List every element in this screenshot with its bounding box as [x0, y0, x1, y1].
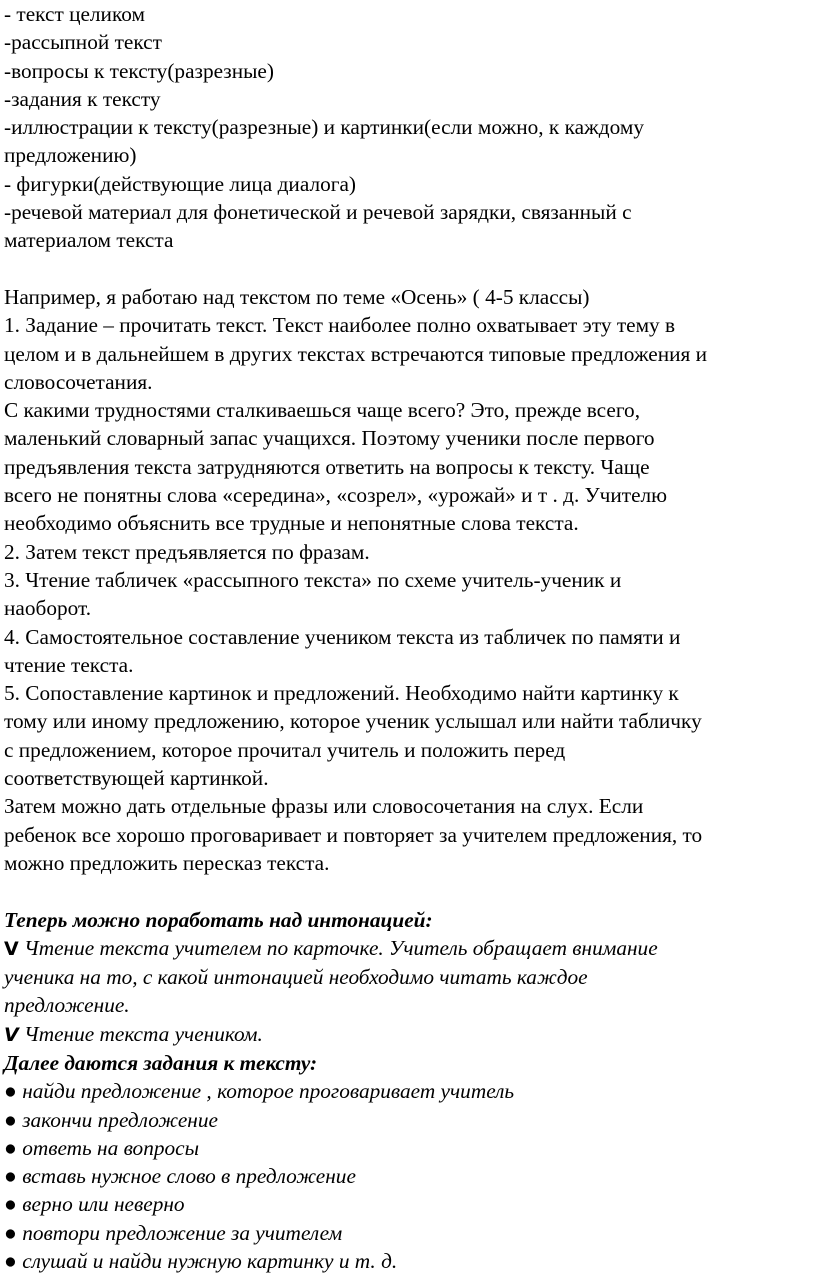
task-text: повтори предложение за учителем: [16, 1220, 343, 1245]
check-item-text: Чтение текста учителем по карточке. Учитель обращает внимание: [18, 935, 658, 960]
materials-line: -иллюстрации к тексту(разрезные) и картинки(если можно, к каждому: [4, 115, 644, 140]
task-item: [4, 1190, 810, 1218]
example-line: маленький словарный запас учащихся. Поэтому ученики после первого: [4, 426, 655, 451]
materials-line: предложению): [4, 143, 137, 168]
materials-line: -вопросы к тексту(разрезные): [4, 58, 274, 83]
task-item: [4, 1247, 810, 1275]
materials-line: -речевой материал для фонетической и речевой зарядки, связанный с: [4, 200, 632, 225]
example-line: 4. Самостоятельное составление учеником текста из табличек по памяти и: [4, 624, 681, 649]
example-line: С какими трудностями сталкиваешься чаще всего? Это, прежде всего,: [4, 398, 641, 423]
check-item-text: Чтение текста учеником.: [18, 1021, 263, 1046]
example-line: с предложением, которое прочитал учитель и положить перед: [4, 737, 566, 762]
example-line: Затем можно дать отдельные фразы или словосочетания на слух. Если: [4, 794, 644, 819]
example-line: словосочетания.: [4, 369, 153, 394]
task-item: [4, 1219, 810, 1247]
check-mark-icon: V: [4, 1023, 19, 1046]
bullet-icon: ●: [4, 1107, 17, 1132]
example-line: 5. Сопоставление картинок и предложений. Необходимо найти картинку к: [4, 681, 679, 706]
materials-line: материалом текста: [4, 228, 174, 253]
example-line: Например, я работаю над текстом по теме «Осень» ( 4-5 классы): [4, 284, 590, 309]
check-mark-icon: V: [4, 937, 19, 960]
bullet-icon: ●: [4, 1079, 17, 1104]
materials-line: -рассыпной текст: [4, 30, 162, 55]
check-item: [4, 1020, 810, 1049]
bullet-icon: ●: [4, 1220, 17, 1245]
task-text: верно или неверно: [16, 1192, 185, 1217]
example-section: [4, 283, 810, 877]
bullet-icon: ●: [4, 1135, 17, 1160]
check-item-continuation: предложение.: [4, 993, 130, 1018]
bullet-icon: ●: [4, 1249, 17, 1274]
example-line: можно предложить пересказ текста.: [4, 850, 330, 875]
intonation-section: [4, 906, 810, 1049]
example-line: всего не понятны слова «середина», «созрел», «урожай» и т . д. Учителю: [4, 483, 668, 508]
task-text: вставь нужное слово в предложение: [16, 1164, 356, 1189]
materials-list: [4, 0, 810, 255]
spacer: [4, 255, 810, 283]
intonation-heading: Теперь можно поработать над интонацией:: [4, 907, 433, 932]
task-text: найди предложение , которое проговаривает учитель: [16, 1079, 515, 1104]
spacer: [4, 877, 810, 905]
materials-line: - фигурки(действующие лица диалога): [4, 171, 357, 196]
materials-line: - текст целиком: [4, 2, 145, 26]
task-text: слушай и найди нужную картинку и т. д.: [16, 1249, 398, 1274]
example-line: 3. Чтение табличек «рассыпного текста» по схеме учитель-ученик и: [4, 567, 622, 592]
example-line: предъявления текста затрудняются ответить на вопросы к тексту. Чаще: [4, 454, 650, 479]
task-item: [4, 1162, 810, 1190]
bullet-icon: ●: [4, 1192, 17, 1217]
example-line: 1. Задание – прочитать текст. Текст наиболее полно охватывает эту тему в: [4, 313, 676, 338]
bullet-icon: ●: [4, 1164, 17, 1189]
example-line: целом и в дальнейшем в других текстах встречаются типовые предложения и: [4, 341, 708, 366]
tasks-heading: Далее даются задания к тексту:: [4, 1050, 318, 1075]
tasks-section: [4, 1049, 810, 1275]
check-item: [4, 934, 810, 963]
example-line: соответствующей картинкой.: [4, 766, 269, 791]
example-line: ребенок все хорошо проговаривает и повторяет за учителем предложения, то: [4, 822, 703, 847]
check-item-continuation: ученика на то, с какой интонацией необходимо читать каждое: [4, 965, 588, 990]
task-text: ответь на вопросы: [16, 1135, 200, 1160]
materials-line: -задания к тексту: [4, 86, 161, 111]
task-item: [4, 1106, 810, 1134]
example-line: чтение текста.: [4, 652, 134, 677]
task-item: [4, 1077, 810, 1105]
example-line: 2. Затем текст предъявляется по фразам.: [4, 539, 370, 564]
example-line: тому или иному предложению, которое ученик услышал или найти табличку: [4, 709, 702, 734]
example-line: наоборот.: [4, 596, 92, 621]
example-line: необходимо объяснить все трудные и непонятные слова текста.: [4, 511, 579, 536]
task-item: [4, 1134, 810, 1162]
task-text: закончи предложение: [16, 1107, 218, 1132]
